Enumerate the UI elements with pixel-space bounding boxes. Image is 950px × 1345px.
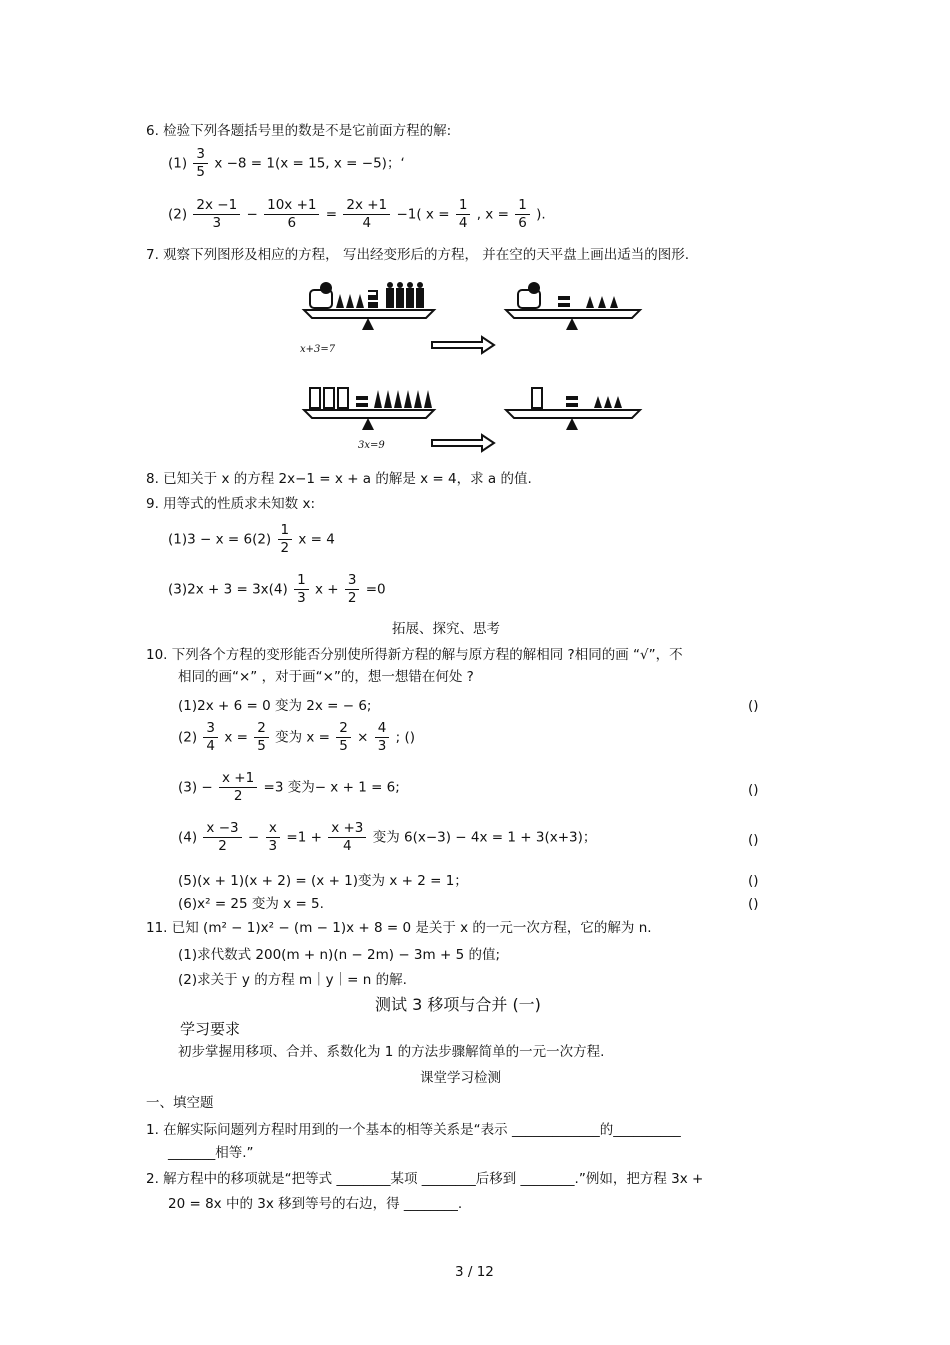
box-icon	[310, 388, 320, 408]
fraction: $\frac{4}{3}$	[375, 720, 390, 755]
fraction: $\frac{3}{4}$	[203, 720, 218, 755]
fraction: $\frac{10x +1}{6}$	[264, 197, 319, 232]
test-3-title: 测试 3 移项与合并 (一)	[375, 995, 541, 1014]
dog-head-icon	[528, 282, 540, 294]
learning-requirements-text: 初步掌握用移项、合并、系数化为 1 的方法步骤解简单的一元一次方程.	[178, 1044, 605, 1060]
equation-label-2: 3x=9	[358, 440, 385, 451]
balance-scale-icon	[304, 388, 434, 430]
fill-blank-2-line-2: 20 = 8x 中的 3x 移到等号的右边，得 ________.	[168, 1196, 463, 1212]
weights-group-icon	[374, 390, 432, 408]
weight-icon	[598, 296, 606, 308]
equation-text: x +	[314, 581, 339, 598]
equation-text: ).	[536, 206, 546, 223]
learning-requirements-heading: 学习要求	[180, 1020, 241, 1038]
equation-text: x −8 = 1(x = 15, x = −5)；‘	[214, 155, 405, 172]
weight-icon	[610, 296, 618, 308]
fraction: $\frac{2}{5}$	[336, 720, 351, 755]
q10-item-4	[178, 820, 596, 855]
weight-icon	[604, 396, 612, 408]
question-11-sub-1: (1)求代数式 200(m + n)(n − 2m) − 3m + 5 的值;	[178, 947, 500, 963]
part-label: (3) −	[178, 779, 213, 796]
fraction: $\frac{1}{4}$	[456, 197, 471, 232]
balance-figures	[296, 276, 656, 456]
q10-item-3	[178, 770, 400, 805]
fill-blank-2-line-1: 2. 解方程中的移项就是“把等式 ________某项 ________后移到 ________.”例如，把方程 3x +	[146, 1171, 704, 1187]
q10-item-5: (5)(x + 1)(x + 2) = (x + 1)变为 x + 2 = 1；	[178, 873, 468, 889]
arrow-right-icon	[432, 337, 494, 353]
equation-text: ; ()	[395, 729, 416, 746]
part-label: (2)	[168, 206, 188, 223]
weight-icon	[594, 396, 602, 408]
section-extend-heading: 拓展、探究、思考	[392, 621, 500, 637]
question-11-stem: 11. 已知 (m² − 1)x² − (m − 1)x + 8 = 0 是关于 x 的一元一次方程，它的解为 n.	[146, 920, 652, 936]
question-11-sub-2: (2)求关于 y 的方程 m｜y｜= n 的解.	[178, 972, 407, 988]
question-9-row-1	[168, 522, 335, 557]
operator: =	[325, 206, 338, 223]
question-10-stem-line-1: 10. 下列各个方程的变形能否分别使所得新方程的解与原方程的解相同 ?相同的画 “√”，不	[146, 647, 683, 663]
question-9-row-2	[168, 572, 386, 607]
question-6-part-2	[168, 197, 546, 232]
fraction: $\frac{2x -1}{3}$	[193, 197, 240, 232]
equation-text: −1( x =	[396, 206, 450, 223]
operator: −	[247, 829, 260, 846]
page-number: 3 / 12	[455, 1264, 494, 1280]
question-6-part-1	[168, 146, 405, 181]
equation-text: 变为 6(x−3) − 4x = 1 + 3(x+3)；	[372, 829, 597, 846]
fraction: $\frac{x -3}{2}$	[203, 820, 241, 855]
part-label: (1)	[168, 155, 188, 172]
equation-text: =3 变为− x + 1 = 6;	[263, 779, 400, 796]
weight-icon	[336, 294, 344, 308]
fraction: $\frac{2x +1}{4}$	[343, 197, 390, 232]
answer-paren: ()	[748, 698, 759, 714]
question-10-stem-line-2: 相同的画“×” ，对于画“×”的，想一想错在何处 ?	[178, 669, 474, 685]
q10-item-1: (1)2x + 6 = 0 变为 2x = − 6;	[178, 698, 372, 714]
equation-text: (3)2x + 3 = 3x(4)	[168, 581, 288, 598]
operator: ×	[357, 729, 369, 746]
fraction: $\frac{1}{3}$	[294, 572, 309, 607]
answer-paren: ()	[748, 782, 759, 798]
box-icon	[324, 388, 334, 408]
fraction: $\frac{x +3}{4}$	[328, 820, 366, 855]
question-9-stem: 9. 用等式的性质求未知数 x:	[146, 496, 316, 512]
q10-item-6: (6)x² = 25 变为 x = 5.	[178, 896, 324, 912]
q10-item-2	[178, 720, 415, 755]
answer-paren: ()	[748, 832, 759, 848]
weight-icon	[356, 294, 364, 308]
fraction: $\frac{x +1}{2}$	[219, 770, 257, 805]
equation-text: x =	[224, 729, 248, 746]
part-1-heading: 一、填空题	[146, 1095, 214, 1111]
dog-head-icon	[320, 282, 332, 294]
question-6-stem: 6. 检验下列各题括号里的数是不是它前面方程的解:	[146, 123, 452, 139]
balance-scale-icon	[304, 282, 434, 330]
answer-paren: ()	[748, 873, 759, 889]
fraction: $\frac{3}{2}$	[345, 572, 360, 607]
question-8: 8. 已知关于 x 的方程 2x−1 = x + a 的解是 x = 4，求 a 的值.	[146, 471, 532, 487]
balance-scale-icon	[506, 388, 640, 430]
equation-text: (1)3 − x = 6(2)	[168, 531, 272, 548]
classroom-check-heading: 课堂学习检测	[420, 1070, 501, 1086]
operator: −	[246, 206, 258, 223]
weight-icon	[346, 294, 354, 308]
answer-paren: ()	[748, 896, 759, 912]
equation-text: 变为 x =	[275, 729, 330, 746]
fraction: $\frac{1}{6}$	[515, 197, 530, 232]
part-label: (4)	[178, 829, 198, 846]
equation-text: =1 +	[286, 829, 322, 846]
part-label: (2)	[178, 729, 198, 746]
equation-label-1: x+3=7	[300, 344, 336, 355]
fraction: $\frac{2}{5}$	[254, 720, 269, 755]
fraction: $\frac{1}{2}$	[278, 522, 293, 557]
arrow-right-icon	[432, 435, 494, 451]
question-7-stem: 7. 观察下列图形及相应的方程， 写出经变形后的方程， 并在空的天平盘上画出适当的图形.	[146, 247, 690, 263]
fraction: $\frac{3}{5}$	[193, 146, 208, 181]
box-icon	[338, 388, 348, 408]
fill-blank-1-line-2: _______相等.”	[168, 1145, 254, 1161]
equation-text: x = 4	[298, 531, 335, 548]
weights-group-icon	[386, 282, 424, 308]
fraction: $\frac{x}{3}$	[266, 820, 281, 855]
box-icon	[532, 388, 542, 408]
equation-text: =0	[365, 581, 386, 598]
fill-blank-1-line-1: 1. 在解实际问题列方程时用到的一个基本的相等关系是“表示 _____________的__________	[146, 1122, 681, 1138]
equation-text: , x =	[476, 206, 509, 223]
weight-icon	[586, 296, 594, 308]
balance-scale-icon	[506, 282, 640, 330]
weight-icon	[614, 396, 622, 408]
